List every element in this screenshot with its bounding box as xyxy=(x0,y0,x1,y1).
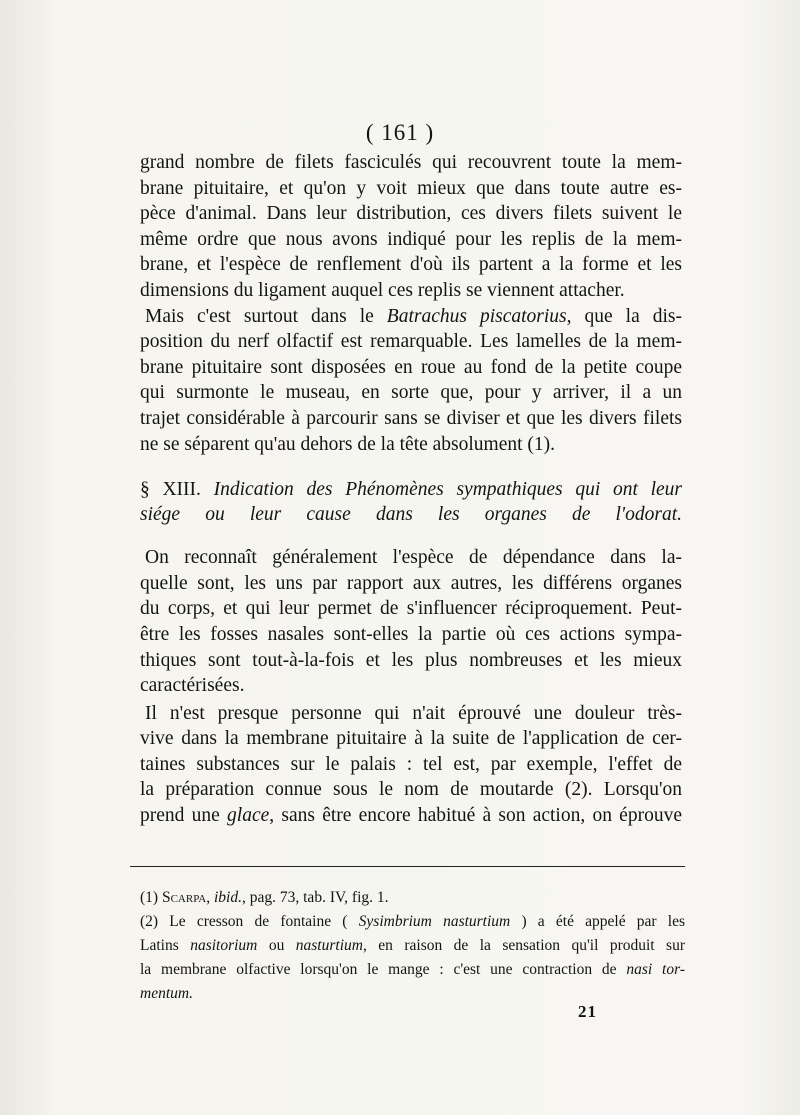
section-heading-line-2 xyxy=(140,502,682,527)
footnotes xyxy=(140,886,685,1006)
paragraph-3 xyxy=(140,545,682,699)
text-fragment: la membrane olfactive lorsqu'on le mange : c'est une contraction de xyxy=(140,961,627,978)
text-line xyxy=(140,803,682,829)
italic-term: glace xyxy=(227,805,270,827)
footnote-line xyxy=(140,934,685,958)
text-line: brane, et l'espèce de renflement d'où ils partent a la forme et les xyxy=(140,254,682,276)
text-fragment: , que la dis- xyxy=(566,305,682,327)
paragraph-4 xyxy=(140,701,682,829)
section-title-part: Indication des Phénomènes sympathiques qui ont leur xyxy=(213,479,682,501)
italic-term: nasi tor- xyxy=(626,961,685,978)
italic-term: ibid. xyxy=(214,889,242,906)
text-line: brane pituitaire sont disposées en roue au fond de la petite coupe xyxy=(140,356,682,378)
footnote-line xyxy=(140,982,685,1006)
section-title-part: siége ou leur cause dans les organes de l'odorat. xyxy=(140,504,682,526)
text-fragment: Mais c'est surtout dans le xyxy=(145,305,387,327)
text-line: la préparation connue sous le nom de moutarde (2). Lorsqu'on xyxy=(140,779,682,801)
species-name: Sysimbrium nasturtium xyxy=(358,913,511,930)
footnote-number: (1) xyxy=(140,889,162,906)
footnote-1 xyxy=(140,886,685,910)
text-line: pèce d'animal. Dans leur distribution, ces divers filets suivent le xyxy=(140,203,682,225)
text-line: du corps, et qui leur permet de s'influencer réciproquement. Peut- xyxy=(140,598,682,620)
signature-mark: 21 xyxy=(578,1002,597,1021)
text-line xyxy=(140,304,682,330)
page-number: ( 161 ) xyxy=(365,120,435,145)
section-heading-line-1 xyxy=(140,477,682,502)
text-line: quelle sont, les uns par rapport aux autres, les différens organes xyxy=(140,572,682,594)
text-line: thiques sont tout-à-la-fois et les plus nombreuses et les mieux xyxy=(140,649,682,671)
footnote-2 xyxy=(140,910,685,1006)
section-heading xyxy=(140,477,682,527)
text-line: trajet considérable à parcourir sans se diviser et que les divers filets xyxy=(140,407,682,429)
footnote-rule xyxy=(130,866,685,867)
text-line: grand nombre de filets fasciculés qui recouvrent toute la mem- xyxy=(140,152,682,173)
text-fragment: , xyxy=(206,889,214,906)
text-line: taines substances sur le palais : tel est, par exemple, l'effet de xyxy=(140,753,682,775)
body-text xyxy=(140,150,682,829)
text-line: dimensions du ligament auquel ces replis se viennent attacher. xyxy=(140,279,625,301)
footnote-line xyxy=(140,958,685,982)
paragraph-2 xyxy=(140,304,682,458)
italic-term: mentum. xyxy=(140,985,193,1002)
paragraph-1 xyxy=(140,150,682,304)
footnote-line xyxy=(140,910,685,934)
text-line: même ordre que nous avons indiqué pour les replis de la mem- xyxy=(140,228,682,250)
text-line: position du nerf olfactif est remarquable. Les lamelles de la mem- xyxy=(140,331,682,353)
footnote-line xyxy=(140,886,685,910)
text-fragment: Latins xyxy=(140,937,191,954)
text-line: Il n'est presque personne qui n'ait éprouvé une douleur très- xyxy=(145,702,682,724)
text-line: brane pituitaire, et qu'on y voit mieux que dans toute autre es- xyxy=(140,177,682,199)
text-fragment: , en raison de la sensation qu'il produit sur xyxy=(362,937,685,954)
text-fragment: (2) Le cresson de fontaine ( xyxy=(140,913,359,930)
author-name: Scarpa xyxy=(161,889,207,906)
species-name: Batrachus piscatorius xyxy=(386,305,567,327)
section-label: § XIII. xyxy=(140,479,201,501)
italic-term: nasturtium xyxy=(295,937,363,954)
text-fragment: , sans être encore habitué à son action, on éprouve xyxy=(269,805,682,827)
text-line: On reconnaît généralement l'espèce de dépendance dans la- xyxy=(145,547,682,569)
text-line: vive dans la membrane pituitaire à la suite de l'application de cer- xyxy=(140,728,682,750)
text-line: ne se séparent qu'au dehors de la tête absolument (1). xyxy=(140,433,556,455)
text-line: être les fosses nasales sont-elles la partie où ces actions sympa- xyxy=(140,623,682,645)
text-fragment: ) a été appelé par les xyxy=(510,913,686,930)
text-fragment: , pag. 73, tab. IV, fig. 1. xyxy=(242,889,389,906)
text-line: caractérisées. xyxy=(140,675,245,697)
text-line: qui surmonte le museau, en sorte que, pour y arriver, il a un xyxy=(140,382,682,404)
italic-term: nasitorium xyxy=(190,937,258,954)
text-fragment: prend une xyxy=(140,805,228,827)
text-fragment: ou xyxy=(257,937,296,954)
